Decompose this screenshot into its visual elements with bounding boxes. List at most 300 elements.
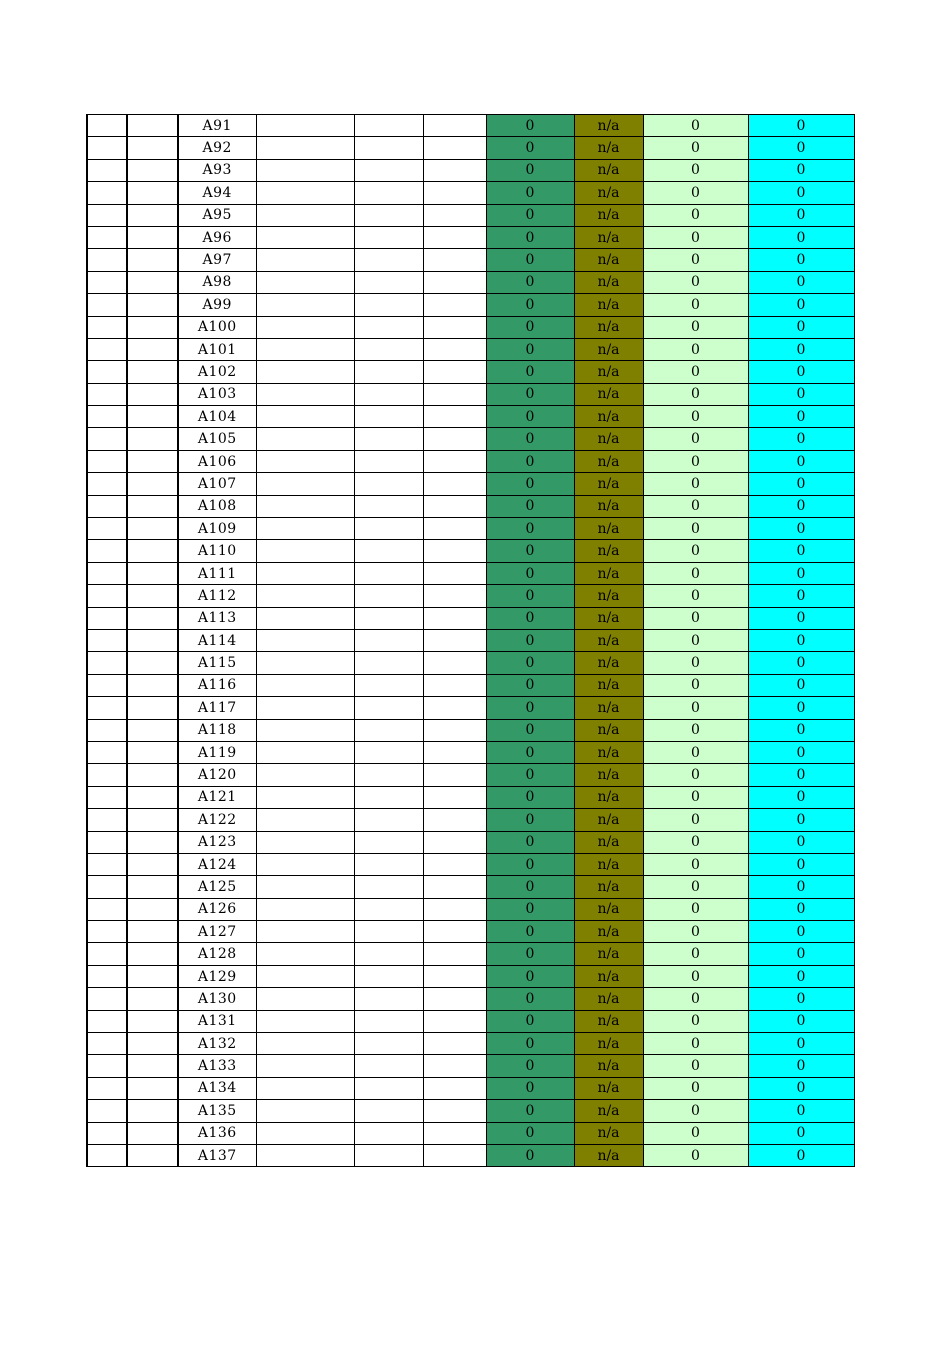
- cell-blank-b: [127, 540, 178, 562]
- cell-blank-a: [87, 1144, 127, 1166]
- cell-blank-c: [256, 204, 354, 226]
- cell-blank-c: [256, 294, 354, 316]
- cell-blank-d: [354, 652, 423, 674]
- cell-value-4: 0: [748, 562, 854, 584]
- cell-value-1: 0: [486, 316, 574, 338]
- cell-value-4: 0: [748, 1100, 854, 1122]
- cell-value-2: n/a: [574, 450, 643, 472]
- table-row: [87, 1055, 854, 1077]
- cell-blank-c: [256, 1077, 354, 1099]
- cell-blank-d: [354, 943, 423, 965]
- cell-blank-c: [256, 226, 354, 248]
- cell-value-3: 0: [643, 115, 748, 137]
- cell-value-3: 0: [643, 1144, 748, 1166]
- cell-value-1: 0: [486, 831, 574, 853]
- cell-value-2: n/a: [574, 518, 643, 540]
- cell-blank-e: [423, 338, 486, 360]
- cell-blank-c: [256, 1033, 354, 1055]
- cell-blank-c: [256, 607, 354, 629]
- table-row: [87, 1077, 854, 1099]
- cell-value-4: 0: [748, 965, 854, 987]
- cell-id: A101: [178, 338, 256, 360]
- cell-id: A98: [178, 271, 256, 293]
- table-row: [87, 338, 854, 360]
- table-row: [87, 383, 854, 405]
- cell-id: A136: [178, 1122, 256, 1144]
- cell-blank-a: [87, 697, 127, 719]
- cell-value-3: 0: [643, 988, 748, 1010]
- cell-value-1: 0: [486, 473, 574, 495]
- cell-value-1: 0: [486, 1144, 574, 1166]
- cell-value-1: 0: [486, 383, 574, 405]
- cell-value-1: 0: [486, 1100, 574, 1122]
- cell-value-1: 0: [486, 607, 574, 629]
- cell-value-3: 0: [643, 786, 748, 808]
- table-row: [87, 764, 854, 786]
- cell-blank-d: [354, 876, 423, 898]
- cell-value-3: 0: [643, 1077, 748, 1099]
- cell-blank-e: [423, 294, 486, 316]
- cell-value-4: 0: [748, 674, 854, 696]
- cell-blank-e: [423, 115, 486, 137]
- cell-blank-e: [423, 1033, 486, 1055]
- table-row: [87, 876, 854, 898]
- cell-blank-e: [423, 943, 486, 965]
- cell-blank-a: [87, 159, 127, 181]
- cell-blank-e: [423, 585, 486, 607]
- cell-value-3: 0: [643, 473, 748, 495]
- cell-value-2: n/a: [574, 182, 643, 204]
- cell-value-4: 0: [748, 585, 854, 607]
- cell-blank-a: [87, 294, 127, 316]
- table-row: [87, 271, 854, 293]
- cell-blank-e: [423, 988, 486, 1010]
- cell-value-2: n/a: [574, 137, 643, 159]
- cell-blank-a: [87, 741, 127, 763]
- cell-blank-b: [127, 786, 178, 808]
- cell-blank-e: [423, 316, 486, 338]
- cell-blank-b: [127, 652, 178, 674]
- cell-value-3: 0: [643, 898, 748, 920]
- cell-blank-e: [423, 1100, 486, 1122]
- cell-value-2: n/a: [574, 629, 643, 651]
- cell-blank-d: [354, 495, 423, 517]
- cell-blank-d: [354, 249, 423, 271]
- table-row: [87, 674, 854, 696]
- cell-value-2: n/a: [574, 383, 643, 405]
- cell-value-1: 0: [486, 741, 574, 763]
- cell-value-4: 0: [748, 652, 854, 674]
- cell-blank-c: [256, 115, 354, 137]
- cell-value-1: 0: [486, 294, 574, 316]
- cell-id: A106: [178, 450, 256, 472]
- cell-blank-b: [127, 1077, 178, 1099]
- cell-blank-d: [354, 719, 423, 741]
- cell-value-1: 0: [486, 1122, 574, 1144]
- cell-blank-b: [127, 1100, 178, 1122]
- cell-blank-d: [354, 853, 423, 875]
- cell-blank-b: [127, 988, 178, 1010]
- cell-value-4: 0: [748, 137, 854, 159]
- cell-blank-b: [127, 876, 178, 898]
- cell-value-4: 0: [748, 316, 854, 338]
- cell-value-1: 0: [486, 562, 574, 584]
- table-row: [87, 809, 854, 831]
- cell-blank-d: [354, 921, 423, 943]
- cell-id: A103: [178, 383, 256, 405]
- cell-value-2: n/a: [574, 316, 643, 338]
- cell-value-3: 0: [643, 249, 748, 271]
- table-row: [87, 294, 854, 316]
- cell-blank-d: [354, 562, 423, 584]
- cell-value-4: 0: [748, 428, 854, 450]
- cell-blank-e: [423, 137, 486, 159]
- cell-value-4: 0: [748, 294, 854, 316]
- table-row: [87, 115, 854, 137]
- table-row: [87, 473, 854, 495]
- cell-value-2: n/a: [574, 249, 643, 271]
- cell-id: A129: [178, 965, 256, 987]
- cell-value-4: 0: [748, 540, 854, 562]
- table-row: [87, 406, 854, 428]
- cell-value-1: 0: [486, 137, 574, 159]
- data-table: [86, 114, 855, 1167]
- cell-blank-e: [423, 383, 486, 405]
- cell-value-1: 0: [486, 204, 574, 226]
- cell-value-2: n/a: [574, 406, 643, 428]
- cell-value-1: 0: [486, 921, 574, 943]
- cell-value-4: 0: [748, 473, 854, 495]
- cell-value-3: 0: [643, 629, 748, 651]
- cell-blank-b: [127, 965, 178, 987]
- cell-blank-a: [87, 249, 127, 271]
- cell-value-2: n/a: [574, 876, 643, 898]
- cell-id: A132: [178, 1033, 256, 1055]
- cell-blank-d: [354, 540, 423, 562]
- cell-blank-a: [87, 809, 127, 831]
- cell-value-2: n/a: [574, 585, 643, 607]
- cell-blank-c: [256, 1100, 354, 1122]
- cell-blank-a: [87, 450, 127, 472]
- cell-blank-d: [354, 450, 423, 472]
- cell-id: A105: [178, 428, 256, 450]
- cell-value-2: n/a: [574, 294, 643, 316]
- cell-value-4: 0: [748, 831, 854, 853]
- cell-id: A100: [178, 316, 256, 338]
- table-row: [87, 562, 854, 584]
- cell-id: A108: [178, 495, 256, 517]
- cell-blank-d: [354, 1010, 423, 1032]
- cell-value-3: 0: [643, 338, 748, 360]
- table-row: [87, 316, 854, 338]
- cell-blank-b: [127, 1055, 178, 1077]
- cell-value-2: n/a: [574, 853, 643, 875]
- cell-value-2: n/a: [574, 719, 643, 741]
- cell-id: A123: [178, 831, 256, 853]
- cell-value-4: 0: [748, 607, 854, 629]
- cell-value-1: 0: [486, 115, 574, 137]
- cell-value-1: 0: [486, 338, 574, 360]
- cell-blank-d: [354, 406, 423, 428]
- cell-blank-b: [127, 921, 178, 943]
- cell-blank-d: [354, 428, 423, 450]
- cell-blank-b: [127, 428, 178, 450]
- cell-value-4: 0: [748, 518, 854, 540]
- cell-value-3: 0: [643, 159, 748, 181]
- cell-blank-d: [354, 271, 423, 293]
- cell-blank-e: [423, 719, 486, 741]
- cell-blank-e: [423, 674, 486, 696]
- cell-value-1: 0: [486, 786, 574, 808]
- cell-value-2: n/a: [574, 540, 643, 562]
- cell-id: A112: [178, 585, 256, 607]
- cell-blank-a: [87, 853, 127, 875]
- table-row: [87, 607, 854, 629]
- cell-blank-d: [354, 1144, 423, 1166]
- cell-id: A102: [178, 361, 256, 383]
- cell-value-2: n/a: [574, 1055, 643, 1077]
- table-row: [87, 898, 854, 920]
- cell-blank-e: [423, 607, 486, 629]
- cell-blank-b: [127, 406, 178, 428]
- table-row: [87, 204, 854, 226]
- cell-value-2: n/a: [574, 338, 643, 360]
- cell-value-2: n/a: [574, 428, 643, 450]
- cell-value-3: 0: [643, 719, 748, 741]
- cell-value-4: 0: [748, 697, 854, 719]
- cell-blank-b: [127, 853, 178, 875]
- cell-value-4: 0: [748, 876, 854, 898]
- cell-value-3: 0: [643, 495, 748, 517]
- cell-id: A133: [178, 1055, 256, 1077]
- cell-value-4: 0: [748, 1055, 854, 1077]
- table-row: [87, 1144, 854, 1166]
- table-row: [87, 428, 854, 450]
- cell-blank-e: [423, 764, 486, 786]
- cell-blank-a: [87, 473, 127, 495]
- cell-id: A114: [178, 629, 256, 651]
- table-row: [87, 518, 854, 540]
- cell-blank-e: [423, 159, 486, 181]
- cell-blank-b: [127, 809, 178, 831]
- cell-blank-a: [87, 965, 127, 987]
- cell-value-2: n/a: [574, 271, 643, 293]
- cell-id: A124: [178, 853, 256, 875]
- cell-blank-a: [87, 1033, 127, 1055]
- cell-value-3: 0: [643, 764, 748, 786]
- cell-blank-c: [256, 316, 354, 338]
- cell-value-3: 0: [643, 1100, 748, 1122]
- cell-blank-e: [423, 786, 486, 808]
- cell-blank-a: [87, 428, 127, 450]
- cell-value-1: 0: [486, 1010, 574, 1032]
- cell-blank-e: [423, 1122, 486, 1144]
- cell-blank-a: [87, 495, 127, 517]
- cell-blank-d: [354, 159, 423, 181]
- cell-value-3: 0: [643, 585, 748, 607]
- table-row: [87, 361, 854, 383]
- cell-value-4: 0: [748, 988, 854, 1010]
- cell-blank-d: [354, 338, 423, 360]
- cell-blank-b: [127, 249, 178, 271]
- cell-id: A119: [178, 741, 256, 763]
- cell-value-3: 0: [643, 697, 748, 719]
- cell-blank-b: [127, 943, 178, 965]
- table-row: [87, 921, 854, 943]
- cell-blank-c: [256, 876, 354, 898]
- cell-value-1: 0: [486, 898, 574, 920]
- cell-blank-d: [354, 831, 423, 853]
- cell-blank-e: [423, 495, 486, 517]
- cell-blank-e: [423, 406, 486, 428]
- cell-blank-c: [256, 809, 354, 831]
- cell-value-4: 0: [748, 271, 854, 293]
- table-row: [87, 540, 854, 562]
- cell-value-4: 0: [748, 853, 854, 875]
- cell-value-2: n/a: [574, 764, 643, 786]
- cell-value-2: n/a: [574, 1122, 643, 1144]
- cell-value-1: 0: [486, 159, 574, 181]
- cell-blank-b: [127, 898, 178, 920]
- cell-value-4: 0: [748, 741, 854, 763]
- cell-value-2: n/a: [574, 943, 643, 965]
- cell-value-4: 0: [748, 249, 854, 271]
- cell-blank-e: [423, 361, 486, 383]
- cell-blank-b: [127, 741, 178, 763]
- cell-value-2: n/a: [574, 607, 643, 629]
- cell-value-4: 0: [748, 943, 854, 965]
- cell-id: A93: [178, 159, 256, 181]
- cell-value-3: 0: [643, 1122, 748, 1144]
- cell-value-1: 0: [486, 1033, 574, 1055]
- cell-id: A96: [178, 226, 256, 248]
- table-row: [87, 159, 854, 181]
- cell-value-3: 0: [643, 831, 748, 853]
- table-row: [87, 1033, 854, 1055]
- cell-value-4: 0: [748, 764, 854, 786]
- cell-value-4: 0: [748, 383, 854, 405]
- cell-value-4: 0: [748, 204, 854, 226]
- cell-value-3: 0: [643, 406, 748, 428]
- cell-value-1: 0: [486, 585, 574, 607]
- cell-value-2: n/a: [574, 741, 643, 763]
- cell-blank-b: [127, 361, 178, 383]
- cell-value-3: 0: [643, 271, 748, 293]
- cell-blank-e: [423, 1055, 486, 1077]
- cell-value-2: n/a: [574, 674, 643, 696]
- cell-value-4: 0: [748, 1010, 854, 1032]
- cell-blank-a: [87, 674, 127, 696]
- cell-value-4: 0: [748, 809, 854, 831]
- cell-id: A92: [178, 137, 256, 159]
- cell-id: A97: [178, 249, 256, 271]
- cell-blank-e: [423, 182, 486, 204]
- cell-id: A137: [178, 1144, 256, 1166]
- cell-blank-a: [87, 204, 127, 226]
- cell-blank-b: [127, 316, 178, 338]
- cell-blank-c: [256, 697, 354, 719]
- table-row: [87, 719, 854, 741]
- cell-blank-e: [423, 1010, 486, 1032]
- cell-id: A107: [178, 473, 256, 495]
- cell-value-1: 0: [486, 719, 574, 741]
- cell-value-4: 0: [748, 361, 854, 383]
- cell-blank-a: [87, 137, 127, 159]
- cell-blank-e: [423, 831, 486, 853]
- cell-blank-a: [87, 786, 127, 808]
- cell-value-4: 0: [748, 898, 854, 920]
- cell-value-4: 0: [748, 182, 854, 204]
- cell-blank-b: [127, 518, 178, 540]
- cell-value-2: n/a: [574, 1033, 643, 1055]
- cell-value-2: n/a: [574, 226, 643, 248]
- cell-value-4: 0: [748, 159, 854, 181]
- cell-value-1: 0: [486, 697, 574, 719]
- cell-blank-c: [256, 1122, 354, 1144]
- cell-value-2: n/a: [574, 652, 643, 674]
- cell-blank-b: [127, 383, 178, 405]
- cell-blank-c: [256, 786, 354, 808]
- cell-blank-a: [87, 115, 127, 137]
- cell-value-4: 0: [748, 115, 854, 137]
- cell-id: A126: [178, 898, 256, 920]
- cell-id: A134: [178, 1077, 256, 1099]
- cell-blank-d: [354, 674, 423, 696]
- cell-value-3: 0: [643, 809, 748, 831]
- cell-blank-c: [256, 764, 354, 786]
- cell-blank-e: [423, 898, 486, 920]
- cell-blank-e: [423, 741, 486, 763]
- cell-blank-a: [87, 562, 127, 584]
- cell-value-3: 0: [643, 674, 748, 696]
- cell-value-3: 0: [643, 562, 748, 584]
- cell-blank-b: [127, 271, 178, 293]
- cell-value-1: 0: [486, 428, 574, 450]
- cell-blank-c: [256, 562, 354, 584]
- cell-value-1: 0: [486, 629, 574, 651]
- table-row: [87, 943, 854, 965]
- cell-blank-a: [87, 943, 127, 965]
- cell-blank-a: [87, 1122, 127, 1144]
- cell-value-3: 0: [643, 741, 748, 763]
- cell-blank-b: [127, 226, 178, 248]
- cell-blank-a: [87, 338, 127, 360]
- cell-blank-a: [87, 182, 127, 204]
- cell-blank-a: [87, 831, 127, 853]
- cell-blank-d: [354, 226, 423, 248]
- cell-blank-b: [127, 204, 178, 226]
- cell-id: A91: [178, 115, 256, 137]
- cell-id: A118: [178, 719, 256, 741]
- cell-blank-b: [127, 159, 178, 181]
- cell-blank-c: [256, 518, 354, 540]
- cell-value-3: 0: [643, 182, 748, 204]
- cell-value-4: 0: [748, 921, 854, 943]
- cell-value-1: 0: [486, 943, 574, 965]
- cell-id: A116: [178, 674, 256, 696]
- cell-blank-a: [87, 764, 127, 786]
- cell-blank-b: [127, 294, 178, 316]
- cell-blank-a: [87, 1100, 127, 1122]
- cell-value-4: 0: [748, 786, 854, 808]
- cell-value-4: 0: [748, 1033, 854, 1055]
- cell-value-1: 0: [486, 249, 574, 271]
- cell-id: A95: [178, 204, 256, 226]
- cell-blank-e: [423, 697, 486, 719]
- table-body: [87, 115, 854, 1167]
- cell-blank-c: [256, 719, 354, 741]
- cell-value-3: 0: [643, 428, 748, 450]
